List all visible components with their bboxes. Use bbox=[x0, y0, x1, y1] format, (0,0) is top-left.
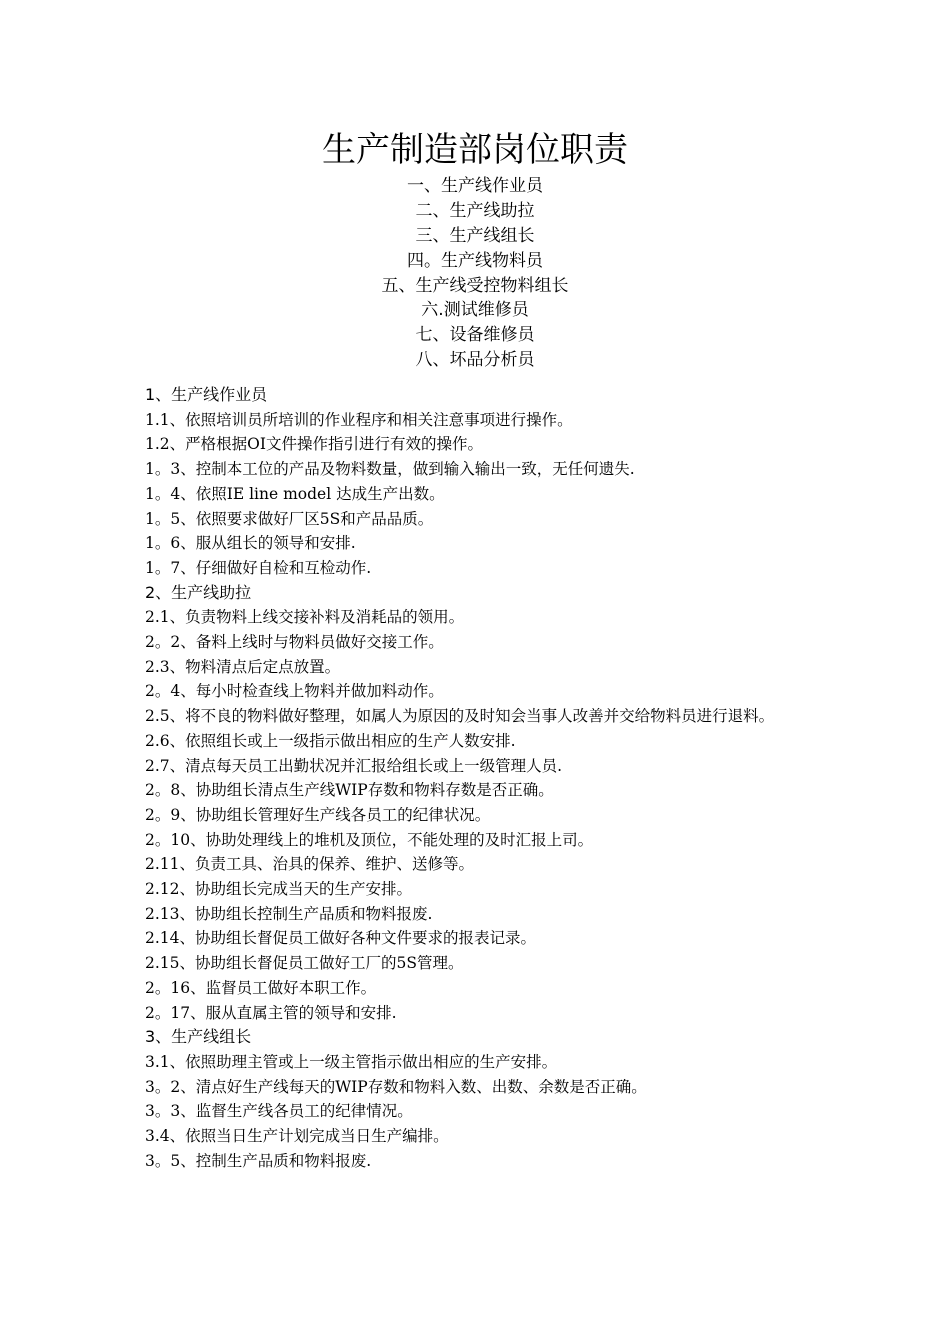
duty-item: 2。4、每小时检查线上物料并做加料动作。 bbox=[145, 682, 444, 701]
duty-item: 3.1、依照助理主管或上一级主管指示做出相应的生产安排。 bbox=[145, 1052, 558, 1071]
toc-item: 四。生产线物料员 bbox=[407, 250, 543, 271]
duty-item: 2.13、协助组长控制生产品质和物料报废. bbox=[145, 904, 433, 923]
duty-item: 2.11、负责工具、治具的保养、维护、送修等。 bbox=[145, 855, 475, 874]
duty-item: 2。2、备料上线时与物料员做好交接工作。 bbox=[145, 633, 444, 652]
duty-item: 2。8、协助组长清点生产线WIP存数和物料存数是否正确。 bbox=[145, 781, 554, 800]
toc-item: 三、生产线组长 bbox=[415, 225, 535, 246]
duty-item: 1。5、依照要求做好厂区5S和产品品质。 bbox=[145, 509, 434, 528]
duty-item: 2。17、服从直属主管的领导和安排. bbox=[145, 1003, 397, 1022]
section-heading: 2、生产线助拉 bbox=[145, 582, 252, 602]
table-of-contents bbox=[0, 174, 950, 373]
duty-item: 2.3、物料清点后定点放置。 bbox=[145, 657, 341, 676]
toc-item: 六.测试维修员 bbox=[421, 300, 529, 321]
duty-item: 1。4、依照IE line model 达成生产出数。 bbox=[145, 484, 445, 503]
duty-item: 3.4、依照当日生产计划完成当日生产编排。 bbox=[145, 1127, 449, 1146]
duty-item: 2.12、协助组长完成当天的生产安排。 bbox=[145, 880, 413, 899]
section-line-leader bbox=[145, 1025, 815, 1173]
duty-item: 1。6、服从组长的领导和安排. bbox=[145, 534, 356, 553]
toc-item: 二、生产线助拉 bbox=[415, 200, 535, 221]
section-heading: 1、生产线作业员 bbox=[145, 385, 268, 404]
duty-item: 3。3、监督生产线各员工的纪律情况。 bbox=[145, 1102, 413, 1121]
document-body bbox=[145, 383, 815, 1174]
toc-item: 八、坏品分析员 bbox=[415, 350, 535, 371]
duty-item: 2.15、协助组长督促员工做好工厂的5S管理。 bbox=[145, 954, 464, 973]
toc-item: 七、设备维修员 bbox=[415, 325, 535, 346]
duty-item: 1.1、依照培训员所培训的作业程序和相关注意事项进行操作。 bbox=[145, 410, 573, 429]
duty-item: 2。9、协助组长管理好生产线各员工的纪律状况。 bbox=[145, 805, 491, 824]
duty-item: 2.14、协助组长督促员工做好各种文件要求的报表记录。 bbox=[145, 929, 537, 948]
section-line-assistant bbox=[145, 581, 815, 1026]
duty-item: 1.2、严格根据OI文件操作指引进行有效的操作。 bbox=[145, 435, 483, 454]
duty-item: 3。2、清点好生产线每天的WIP存数和物料入数、出数、余数是否正确。 bbox=[145, 1077, 647, 1096]
toc-item: 一、生产线作业员 bbox=[407, 176, 543, 196]
duty-item: 2.5、将不良的物料做好整理，如属人为原因的及时知会当事人改善并交给物料员进行退料。 bbox=[145, 707, 775, 726]
duty-item: 2。10、协助处理线上的堆机及顶位，不能处理的及时汇报上司。 bbox=[145, 830, 594, 849]
duty-item: 2。16、监督员工做好本职工作。 bbox=[145, 978, 377, 997]
document-title: 生产制造部岗位职责 bbox=[322, 130, 628, 170]
duty-item: 1。7、仔细做好自检和互检动作. bbox=[145, 558, 372, 577]
section-production-operator bbox=[145, 383, 815, 581]
duty-item: 2.1、负责物料上线交接补料及消耗品的领用。 bbox=[145, 608, 465, 627]
duty-item: 3。5、控制生产品质和物料报废. bbox=[145, 1151, 372, 1170]
section-heading: 3、生产线组长 bbox=[145, 1027, 252, 1047]
duty-item: 2.6、依照组长或上一级指示做出相应的生产人数安排. bbox=[145, 731, 516, 750]
toc-item: 五、生产线受控物料组长 bbox=[381, 275, 569, 296]
duty-item: 2.7、清点每天员工出勤状况并汇报给组长或上一级管理人员. bbox=[145, 756, 563, 775]
duty-item: 1。3、控制本工位的产品及物料数量，做到输入输出一致，无任何遗失. bbox=[145, 460, 635, 479]
